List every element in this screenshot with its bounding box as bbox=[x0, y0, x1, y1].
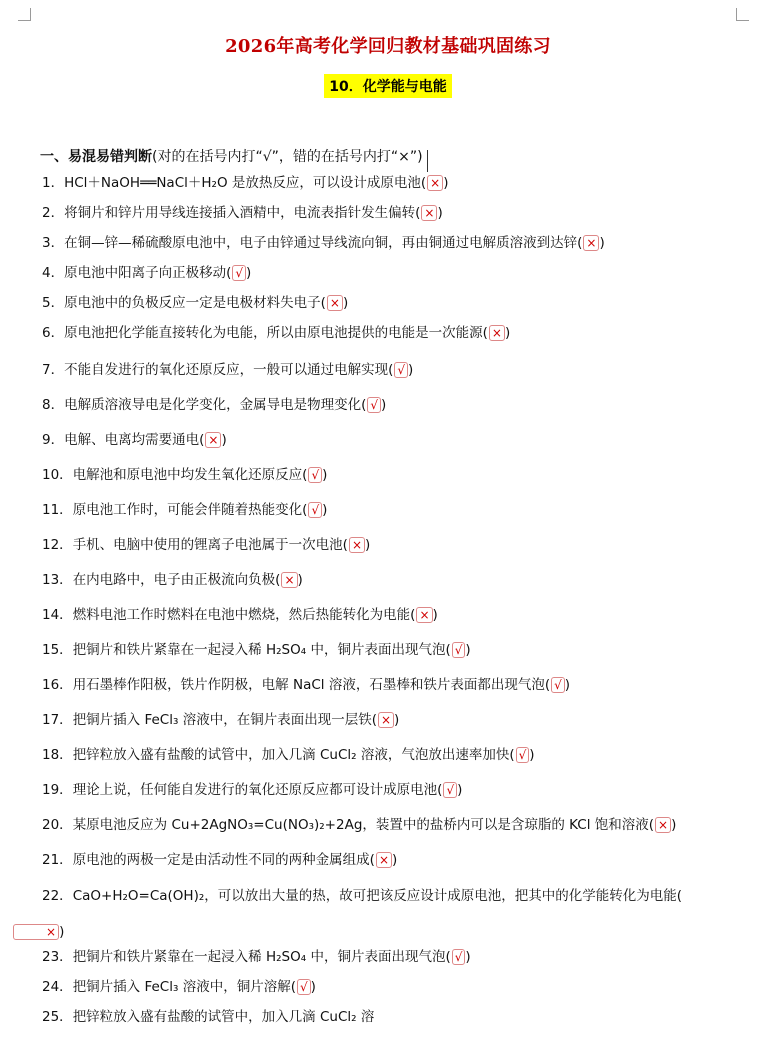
question-item bbox=[42, 264, 251, 282]
answer-mark: √ bbox=[443, 782, 457, 798]
page-corner-mark-right bbox=[736, 8, 749, 21]
question-text: 电解池和原电池中均发生氧化还原反应( bbox=[72, 467, 308, 483]
answer-mark: × bbox=[427, 175, 443, 191]
question-number: 20． bbox=[42, 817, 73, 833]
question-text: 原电池中的负极反应一定是电极材料失电子( bbox=[64, 295, 326, 311]
closing-paren: ) bbox=[599, 235, 605, 251]
answer-mark: × bbox=[416, 607, 432, 623]
answer-mark: × bbox=[205, 432, 221, 448]
answer-mark: √ bbox=[367, 397, 381, 413]
question-number: 8． bbox=[42, 397, 65, 413]
answer-mark: × bbox=[655, 817, 671, 833]
answer-mark: √ bbox=[452, 642, 466, 658]
question-text: 将铜片和锌片用导线连接插入酒精中，电流表指针发生偏转( bbox=[64, 205, 421, 221]
question-text: 把铜片插入 FeCl₃ 溶液中，铜片溶解( bbox=[72, 979, 296, 995]
question-number: 23． bbox=[42, 949, 73, 965]
question-item bbox=[42, 501, 327, 519]
question-number: 4． bbox=[42, 265, 65, 281]
closing-paren: ) bbox=[59, 924, 65, 940]
answer-mark: √ bbox=[516, 747, 530, 763]
text-cursor bbox=[427, 150, 428, 172]
document-title: 2026年高考化学回归教材基础巩固练习 bbox=[225, 36, 551, 57]
answer-mark: √ bbox=[297, 979, 311, 995]
answer-mark: √ bbox=[232, 265, 246, 281]
closing-paren: ) bbox=[564, 677, 571, 693]
question-number: 14． bbox=[42, 607, 73, 623]
closing-paren: ) bbox=[465, 642, 471, 658]
closing-paren: ) bbox=[322, 467, 328, 483]
page-corner-mark-left bbox=[18, 8, 31, 21]
question-number: 1． bbox=[42, 175, 65, 191]
closing-paren: ) bbox=[437, 205, 443, 221]
answer-mark: √ bbox=[308, 467, 322, 483]
answer-mark: × bbox=[349, 537, 365, 553]
question-text: 不能自发进行的氧化还原反应，一般可以通过电解实现( bbox=[64, 362, 394, 378]
closing-paren: ) bbox=[246, 265, 252, 281]
closing-paren: ) bbox=[365, 537, 371, 553]
question-number: 16． bbox=[42, 677, 73, 693]
question-text: 电解、电离均需要通电( bbox=[64, 432, 205, 448]
question-number: 19． bbox=[42, 782, 73, 798]
closing-paren: ) bbox=[310, 979, 316, 995]
answer-mark: × bbox=[13, 924, 59, 940]
closing-paren: ) bbox=[394, 712, 400, 728]
answer-mark: × bbox=[376, 852, 392, 868]
question-item bbox=[42, 204, 443, 222]
answer-mark: × bbox=[421, 205, 437, 221]
question-text: 某原电池反应为 Cu+2AgNO₃=Cu(NO₃)₂+2Ag，装置中的盐桥内可以是含琼脂的 KCl 饱和溶液( bbox=[72, 817, 655, 833]
question-number: 17． bbox=[42, 712, 73, 728]
question-text: 把铜片和铁片紧靠在一起浸入稀 H₂SO₄ 中，铜片表面出现气泡( bbox=[72, 949, 451, 965]
question-text: 原电池工作时，可能会伴随着热能变化( bbox=[72, 502, 308, 518]
closing-paren: ) bbox=[381, 397, 387, 413]
question-number: 10． bbox=[42, 467, 73, 483]
question-text: 原电池的两极一定是由活动性不同的两种金属组成( bbox=[72, 852, 375, 868]
answer-mark: √ bbox=[452, 949, 466, 965]
question-number: 21． bbox=[42, 852, 73, 868]
answer-mark: × bbox=[327, 295, 343, 311]
question-number: 5． bbox=[42, 295, 65, 311]
question-text: 在内电路中，电子由正极流向负极( bbox=[72, 572, 281, 588]
question-number: 11． bbox=[42, 502, 73, 518]
answer-mark: √ bbox=[551, 677, 565, 693]
answer-mark: × bbox=[378, 712, 394, 728]
closing-paren: ) bbox=[432, 607, 438, 623]
closing-paren: ) bbox=[408, 362, 414, 378]
closing-paren: ) bbox=[221, 432, 227, 448]
closing-paren: ) bbox=[342, 295, 349, 311]
question-item bbox=[42, 851, 397, 869]
question-item bbox=[42, 466, 327, 484]
question-text: CaO+H₂O=Ca(OH)₂，可以放出大量的热，故可把该反应设计成原电池，把其中的化学能转化为电能( bbox=[72, 888, 683, 904]
question-item bbox=[42, 606, 438, 624]
question-text: 把锌粒放入盛有盐酸的试管中，加入几滴 CuCl₂ 溶 bbox=[72, 1009, 375, 1025]
question-text: 燃料电池工作时燃料在电池中燃烧，然后热能转化为电能( bbox=[72, 607, 416, 623]
question-item bbox=[42, 746, 535, 764]
closing-paren: ) bbox=[465, 949, 471, 965]
closing-paren: ) bbox=[322, 502, 328, 518]
question-number: 9． bbox=[42, 432, 65, 448]
question-item bbox=[42, 361, 413, 379]
closing-paren: ) bbox=[457, 782, 463, 798]
question-text: 把铜片和铁片紧靠在一起浸入稀 H₂SO₄ 中，铜片表面出现气泡( bbox=[72, 642, 451, 658]
question-number: 24． bbox=[42, 979, 73, 995]
question-number: 25． bbox=[42, 1009, 73, 1025]
question-item bbox=[42, 1008, 374, 1026]
answer-mark: × bbox=[583, 235, 599, 251]
question-text: 原电池中阳离子向正极移动( bbox=[64, 265, 232, 281]
question-text: 电解质溶液导电是化学变化，金属导电是物理变化( bbox=[64, 397, 367, 413]
question-item bbox=[42, 781, 462, 799]
closing-paren: ) bbox=[529, 747, 535, 763]
question-text: 用石墨棒作阳极，铁片作阴极，电解 NaCl 溶液，石墨棒和铁片表面都出现气泡( bbox=[72, 677, 551, 693]
question-item bbox=[42, 174, 448, 192]
question-number: 2． bbox=[42, 205, 65, 221]
question-text: 把锌粒放入盛有盐酸的试管中，加入几滴 CuCl₂ 溶液，气泡放出速率加快( bbox=[72, 747, 515, 763]
closing-paren: ) bbox=[504, 325, 511, 341]
question-number: 3． bbox=[42, 235, 65, 251]
question-item bbox=[42, 676, 570, 694]
question-number: 13． bbox=[42, 572, 73, 588]
closing-paren: ) bbox=[392, 852, 398, 868]
answer-mark: √ bbox=[394, 362, 408, 378]
question-item bbox=[42, 978, 316, 996]
answer-mark: × bbox=[489, 325, 505, 341]
answer-mark: × bbox=[281, 572, 297, 588]
page-fade-overlay bbox=[390, 1000, 510, 1036]
question-number: 6． bbox=[42, 325, 65, 341]
question-number: 18． bbox=[42, 747, 73, 763]
closing-paren: ) bbox=[297, 572, 303, 588]
question-item bbox=[42, 641, 471, 659]
section-instruction: (对的在括号内打“√”，错的在括号内打“×”) bbox=[152, 149, 423, 165]
question-item bbox=[42, 816, 676, 834]
question-item bbox=[12, 878, 702, 950]
subtitle-wrap bbox=[0, 74, 776, 98]
question-number: 12． bbox=[42, 537, 73, 553]
question-text: 在铜—锌—稀硫酸原电池中，电子由锌通过导线流向铜，再由铜通过电解质溶液到达锌( bbox=[64, 235, 583, 251]
question-item bbox=[42, 396, 386, 414]
question-number: 7． bbox=[42, 362, 65, 378]
question-item bbox=[42, 571, 303, 589]
closing-paren: ) bbox=[671, 817, 677, 833]
question-text: 手机、电脑中使用的锂离子电池属于一次电池( bbox=[72, 537, 348, 553]
question-item bbox=[42, 536, 370, 554]
chapter-subtitle: 10．化学能与电能 bbox=[324, 74, 451, 98]
section-title: 一、易混易错判断 bbox=[40, 149, 152, 165]
answer-mark: √ bbox=[308, 502, 322, 518]
section-heading bbox=[40, 146, 423, 166]
closing-paren: ) bbox=[443, 175, 449, 191]
question-item bbox=[42, 324, 510, 342]
question-item bbox=[42, 234, 605, 252]
question-text: 把铜片插入 FeCl₃ 溶液中，在铜片表面出现一层铁( bbox=[72, 712, 377, 728]
question-number: 22． bbox=[42, 888, 73, 904]
question-text: HCl＋NaOH══NaCl＋H₂O 是放热反应，可以设计成原电池( bbox=[64, 175, 427, 191]
question-item bbox=[42, 948, 471, 966]
question-item bbox=[42, 431, 227, 449]
question-number: 15． bbox=[42, 642, 73, 658]
question-item bbox=[42, 711, 399, 729]
question-text: 理论上说，任何能自发进行的氧化还原反应都可设计成原电池( bbox=[72, 782, 443, 798]
question-text: 原电池把化学能直接转化为电能，所以由原电池提供的电能是一次能源( bbox=[64, 325, 488, 341]
question-item bbox=[42, 294, 348, 312]
